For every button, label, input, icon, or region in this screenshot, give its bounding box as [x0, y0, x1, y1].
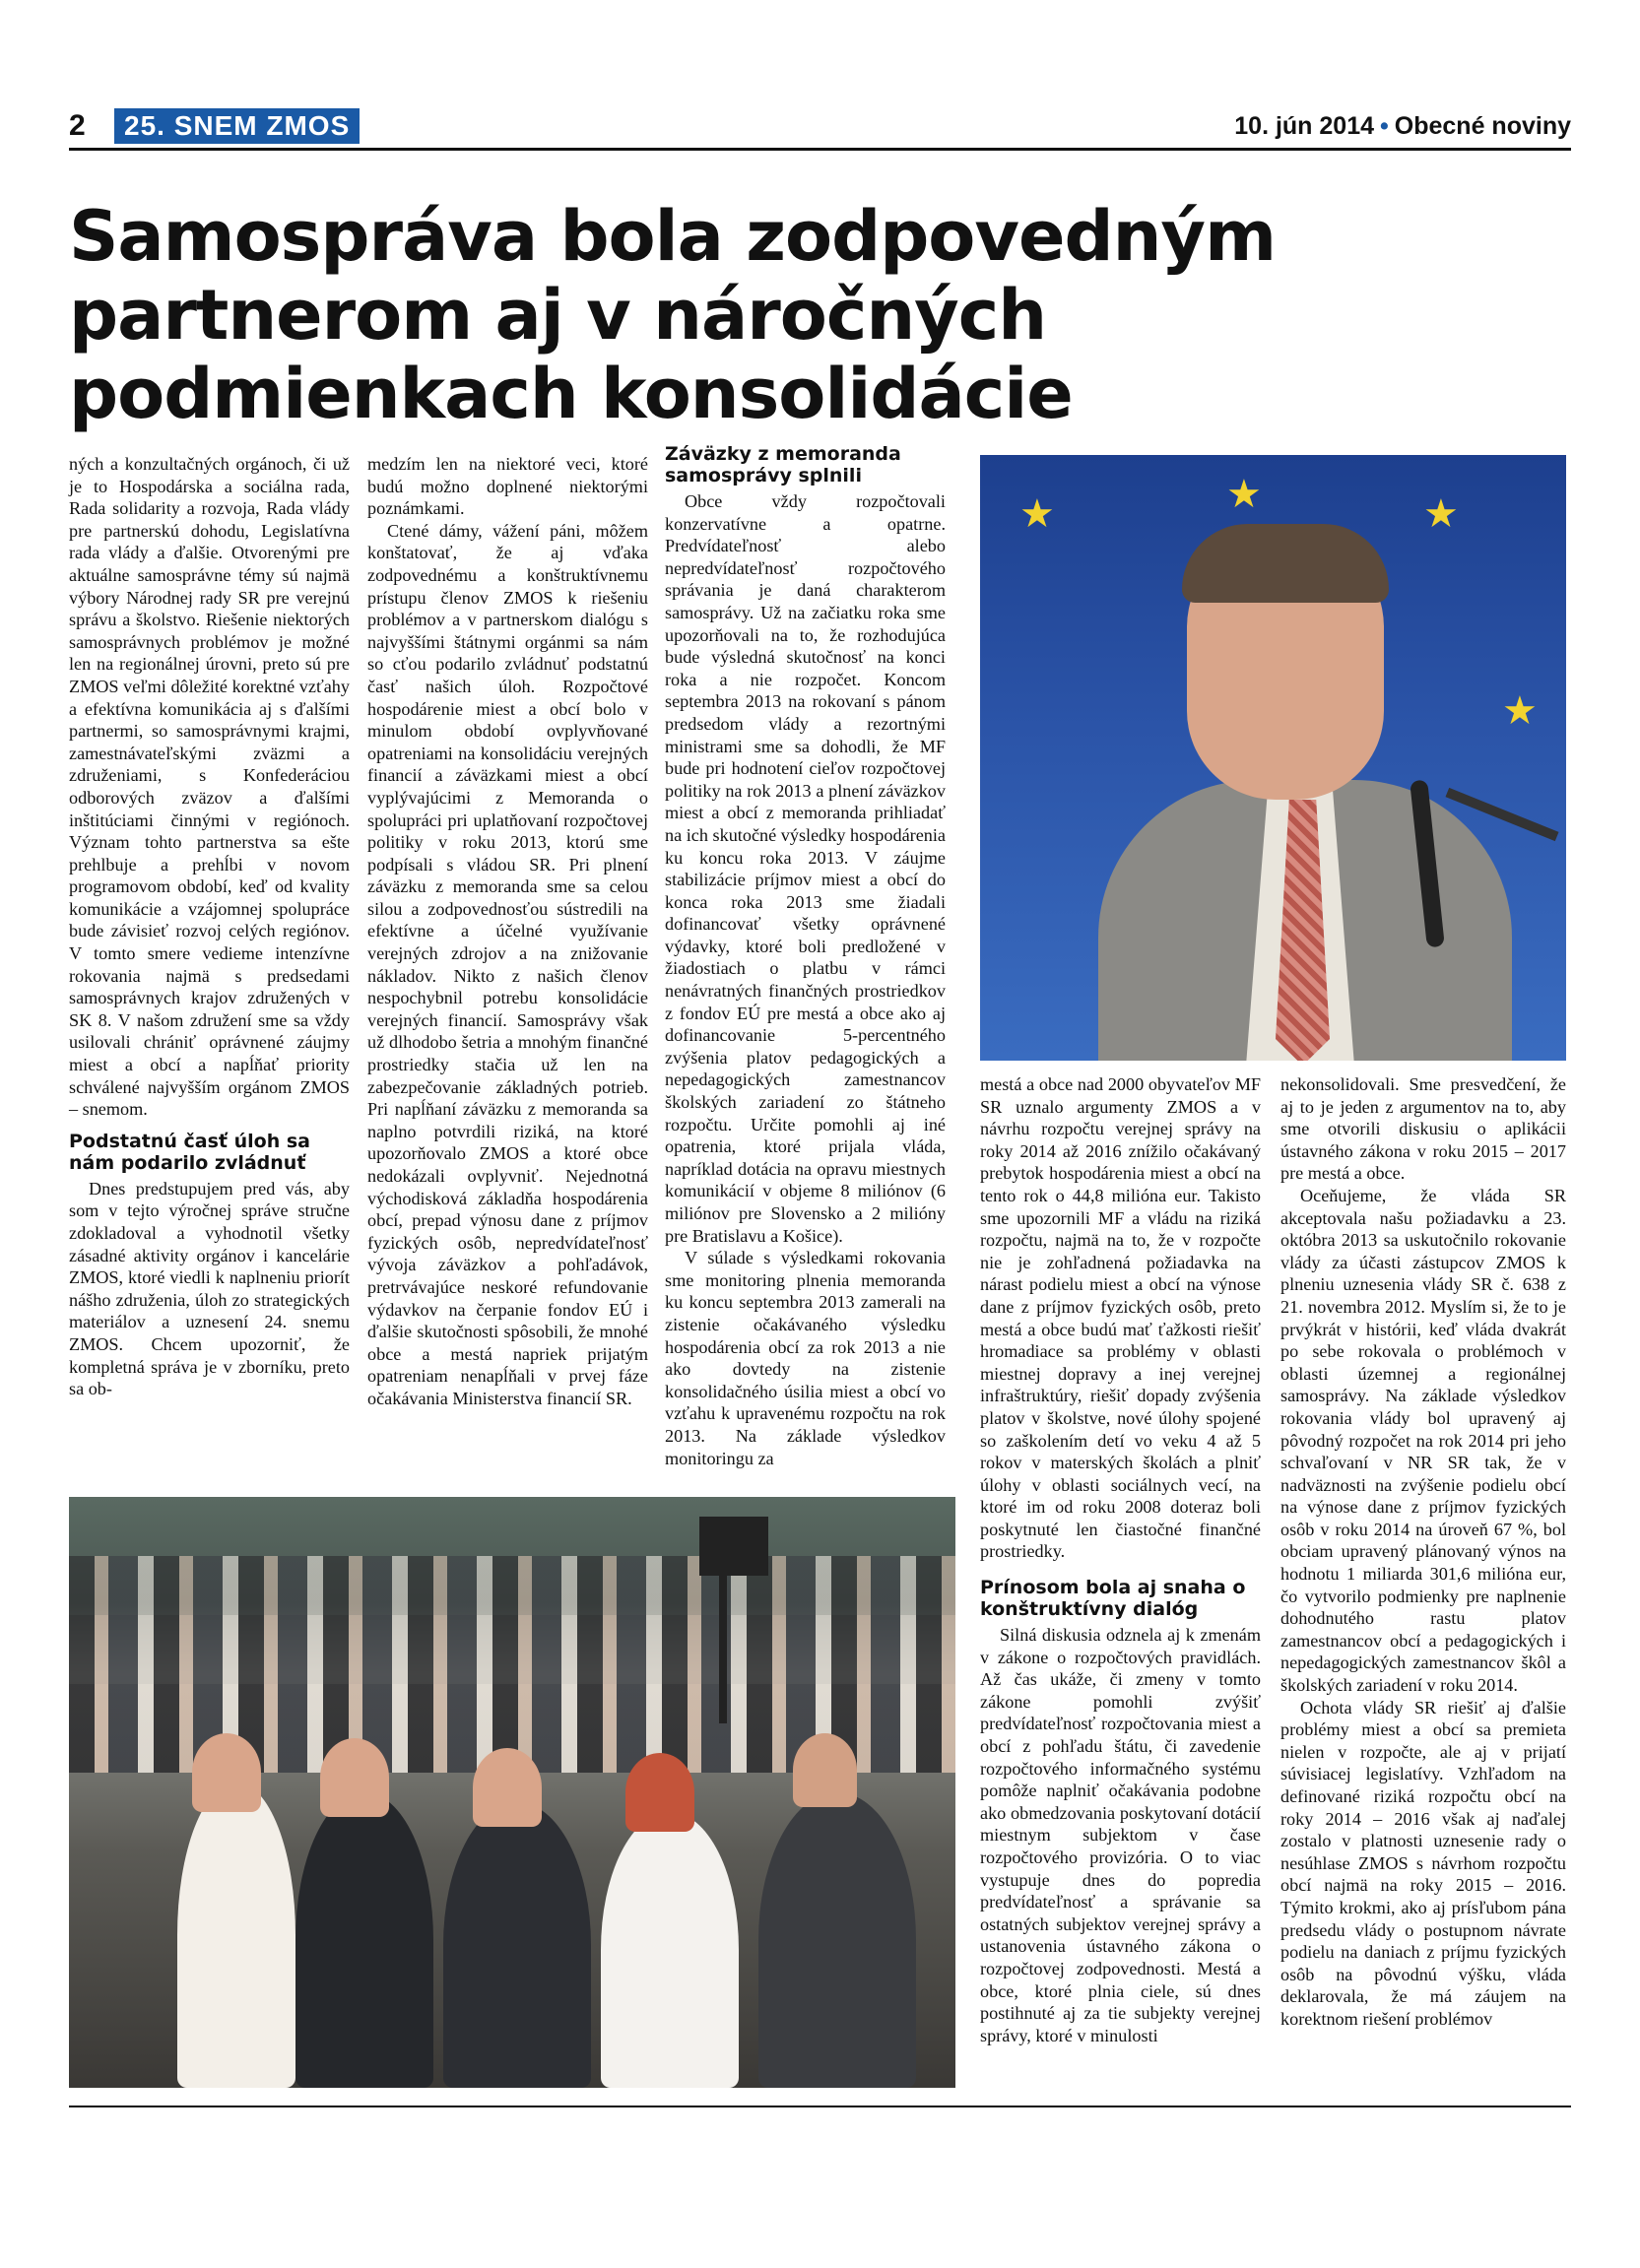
- seated-person-head: [473, 1748, 542, 1827]
- eu-star-icon: ★: [1019, 491, 1055, 536]
- seated-person-head: [192, 1733, 261, 1812]
- text-column-3: [665, 443, 946, 1469]
- text-column-5: [1280, 1073, 1566, 2031]
- speaker-photo: [980, 455, 1566, 1061]
- seated-person-head: [625, 1753, 694, 1832]
- issue-date: 10. jún 2014: [1234, 112, 1375, 140]
- paragraph: nekonsolidovali. Sme presvedčení, že aj to je jeden z argumentov na to, aby sme otvorili diskusiu o aplikácii ústavného zákona v roku 2015 – 2017 pre mestá a obce.: [1280, 1074, 1566, 1184]
- paragraph: medzím len na niektoré veci, ktoré budú možno doplnené niektorými poznámkami.: [367, 454, 648, 519]
- seated-person-head: [320, 1738, 389, 1817]
- paragraph: Obce vždy rozpočtovali konzervatívne a opatrne. Predvídateľnosť alebo nepredvídateľnosť rozpočtového správania je daná charakterom samosprávy. Už na začiatku roka sme upozorňovali na to, že rozhodujúca bude výsledná skutočnosť na konci roka a nie rozpočet. Koncom septembra 2013 na rokovaní s pánom predsedom vlády a rezortnými ministrami sme sa dohodli, že MF bude pri hodnotení cieľov rozpočtovej politiky na rok 2013 a plnení záväzkov miest a obcí z memoranda prihliadať na ich skutočné výsledky hospodárenia ku koncu roka 2013. V záujme stabilizácie príjmov miest a obcí do konca roka 2013 sme žiadali dofinancovať všetky oprávnené výdavky, ktoré boli predložené v žiadostiach o platbu v rámci nenávratných finančných prostriedkov z fondov EÚ pre mestá a obce ako aj dofinancovanie 5-percentného zvýšenia platov pedagogických a nepedagogických zamestnancov školských zariadení zo štátneho rozpočtu. Určite pomohli aj iné opatrenia, ktoré prijala vláda, napríklad dotácia na opravu miestnych komunikácií v objeme 8 miliónov (6 miliónov pre Slovensko a 2 milióny pre Bratislavu a Košice).: [665, 491, 946, 1246]
- crowd-row: [69, 1556, 955, 1615]
- paragraph: Dnes predstupujem pred vás, aby som v tejto výročnej správe stručne zdokladoval a vyhodnotil všetky zásadné aktivity orgánov i kancelárie ZMOS, ktoré viedli k naplneniu priorít nášho združenia, úloh zo strategických materiálov a uznesení 24. snemu ZMOS. Chcem upozorniť, že kompletná správa je v zborníku, preto sa ob-: [69, 1178, 350, 1399]
- seated-person: [177, 1782, 295, 2088]
- header-rule: [69, 148, 1571, 151]
- subheading: Prínosom bola aj snaha o konštruktívny dialóg: [980, 1577, 1246, 1621]
- eu-star-icon: ★: [1502, 688, 1538, 733]
- text-column-4: [980, 1073, 1261, 2046]
- seated-person: [601, 1812, 739, 2088]
- paragraph: V súlade s výsledkami rokovania sme monitoring plnenia memoranda ku koncu septembra 2013 zamerali na zistenie očakávaného výsledku hospodárenia obcí za rok 2013 a nie ako dovtedy na zistenie konsolidačného úsilia miest a obcí vo vzťahu k upravenému rozpočtu na rok 2013. Na základe výsledkov monitoringu za: [665, 1248, 946, 1468]
- separator-dot: •: [1380, 112, 1389, 140]
- footer-rule: [69, 2106, 1571, 2107]
- hair: [1182, 524, 1389, 603]
- paragraph: Silná diskusia odznela aj k zmenám v zákone o rozpočtových pravidlách. Až čas ukáže, či zmeny v tomto zákone pomohli zvýšiť predvídateľnosť rozpočtovania miest a obcí z pohľadu štátu, či zavedenie rozpočtového informačného systému pomôže naplniť očakávania podobne ako obmedzovania poskytovaní dotácií miestnym subjektom v čase rozpočtového provizória. O to viac vystupuje dnes do popredia predvídateľnosť a správanie sa ostatných subjektov verejnej správy a ustanovenia ústavného zákona o rozpočtovej zodpovednosti. Mestá a obce, ktoré plnia ciele, sú dnes postihnuté aj za tie subjekty verejnej správy, ktoré v minulosti: [980, 1625, 1261, 2045]
- text-column-1: [69, 453, 350, 1400]
- section-label: 25. SNEM ZMOS: [114, 108, 360, 144]
- seated-person-head: [793, 1733, 857, 1807]
- paragraph: Oceňujeme, že vláda SR akceptovala našu požiadavku a 23. októbra 2013 sa uskutočnilo rokovanie vlády za účasti zástupcov ZMOS k plneniu uznesenia vlády SR č. 638 z 21. novembra 2012. Myslím si, že to je prvýkrát v histórii, keď vláda dvakrát po sebe rokovala o problémoch v oblasti územnej a regionálnej samosprávy. Na základe výsledkov rokovania vlády bol upravený aj pôvodný rozpočet na rok 2014 pri jeho schvaľovaní v NR SR tak, že v nadväznosti na zvýšenie podielu obcí na výnose dane z príjmov fyzických osôb v roku 2014 na úroveň 67 %, bol obciam upravený plánovaný výnos na hodnotu 1 miliarda 301,6 milióna eur, čo vytvorilo podmienky pre naplnenie dohodnutého rastu platov zamestnancov obcí a pedagogických i nepedagogických zamestnancov škôl a školských zariadení v roku 2014.: [1280, 1185, 1566, 1696]
- camera-icon: [699, 1517, 768, 1576]
- page-header: [69, 106, 1571, 146]
- paragraph: mestá a obce nad 2000 obyvateľov MF SR uznalo argumenty ZMOS a v návrhu rozpočtu verejnej správy na roky 2014 až 2016 znížilo očakávaný prebytok hospodárenia miest a obcí na tento rok o 44,8 milióna eur. Takisto sme upozornili MF a vládu na riziká rozpočtu, najmä na to, že v rozpočte nie je zohľadnená požiadavka na nárast podielu miest a obcí na výnose dane z príjmov fyzických osôb, preto mestá a obce budú mať ťažkosti riešiť hromadiace sa problémy v oblasti miestnej dopravy a inej verejnej infraštruktúry, riešiť dopady zvýšenia platov v školstve, nové úlohy spojené so zaškolením detí vo veku 4 až 5 rokov v materských školách a plniť úlohy v oblasti sociálnych vecí, na ktoré im od roku 2008 doteraz boli poskytnuté len čiastočné finančné prostriedky.: [980, 1074, 1261, 1562]
- text-column-2: [367, 453, 648, 1410]
- paragraph: ných a konzultačných orgánoch, či už je to Hospodárska a sociálna rada, Rada solidarity a rozvoja, Rada vlády pre partnerskú dohodu, Legislatívna rada vlády a ďalšie. Otvorenými pre aktuálne samosprávne témy sú najmä výbory Národnej rady SR pre verejnú správu a školstvo. Riešenie niektorých samosprávnych problémov je možné len na regionálnej úrovni, preto sú pre ZMOS veľmi dôležité korektné vzťahy a efektívna komunikácia aj s ďalšími partnermi, so samosprávnymi krajmi, zamestnávateľskými zväzmi a združeniami, s Konfederáciou odborových zväzov a ďalšími inštitúciami činnými v regiónoch. Význam tohto partnerstva sa ešte prehlbuje a prehĺbi v novom programovom období, keď od kvality komunikácie a vzájomnej spolupráce bude závisieť rozvoj celých regiónov. V tomto smere vedieme intenzívne rokovania najmä s predsedami samosprávnych krajov združených v SK 8. V našom združení sme sa vždy usilovali chrániť oprávnené záujmy miest a obcí a napĺňať priority schválené najvyšším orgánom ZMOS – snemom.: [69, 454, 350, 1120]
- paragraph: Ctené dámy, vážení páni, môžem konštatovať, že aj vďaka zodpovednému a konštruktívnemu prístupu členov ZMOS k riešeniu problémov a v partnerskom dialógu s najvyššími štátnymi orgánmi sa nám so cťou podarilo zvládnuť podstatnú časť našich úloh. Rozpočtové hospodárenie miest a obcí bolo v minulom období ovplyvňované opatreniami na konsolidáciu verejných financií a záväzkami miest a obcí vyplývajúcimi z Memoranda o spolupráci pri uplatňovaní rozpočtovej politiky v roku 2013, ktorú sme podpísali s vládou SR. Pri plnení záväzku z memoranda sme sa celou silou a zodpovednosťou sústredili na efektívne a účelné využívanie verejných zdrojov a na znižovanie nákladov. Nikto z našich členov nespochybnil potrebu konsolidácie verejných financií. Samosprávy však už dlhodobo šetria a mnohým finančné prostriedky stačia už len na zabezpečovanie základných potrieb. Pri napĺňaní záväzku z memoranda sa naplno potvrdili riziká, na ktoré upozorňovalo ZMOS a ktoré obce nedokázali ovplyvniť. Nejednotná východisková základňa hospodárenia obcí, prepad výnosu dane z príjmov fyzických osôb, nepredvídateľnosť vývoja záväzkov a pohľadávok, pretrvávajúce neskoré refundovanie výdavkov na čerpanie fondov EÚ i ďalšie skutočnosti spôsobili, že mnohé obce a mestá napriek prijatým opatreniam nenapĺňali v prvej fáze očakávania Ministerstva financií SR.: [367, 520, 648, 1408]
- audience-photo: [69, 1497, 955, 2088]
- eu-star-icon: ★: [1226, 472, 1262, 516]
- seated-person: [758, 1792, 916, 2088]
- article-headline: Samospráva bola zodpovedným partnerom aj v náročných podmienkach konsolidácie: [69, 196, 1277, 434]
- publication-name: Obecné noviny: [1394, 112, 1571, 140]
- subheading: Podstatnú časť úloh sa nám podarilo zvládnuť: [69, 1130, 310, 1174]
- issue-info: [1234, 106, 1571, 146]
- camera-tripod: [719, 1576, 727, 1723]
- subheading: Záväzky z memoranda samosprávy splnili: [665, 443, 901, 486]
- page-number: 2: [69, 109, 86, 142]
- eu-star-icon: ★: [1423, 491, 1459, 536]
- seated-person: [295, 1792, 433, 2088]
- paragraph: Ochota vlády SR riešiť aj ďalšie problémy miest a obcí sa premieta nielen v rozpočte, ale aj v prijatí súvisiacej legislatívy. Vzhľadom na definované riziká rozpočtu obcí na roky 2014 – 2016 však aj naďalej zostalo v platnosti uznesenie rady o nesúhlase ZMOS s návrhom rozpočtu obcí najmä na roky 2015 – 2016. Týmito krokmi, ako aj prísľubom pána predsedu vlády o postupnom návrate podielu na daniach z príjmu fyzických osôb na pôvodnú výšku, vláda deklarovala, že má záujem na korektnom riešení problémov: [1280, 1697, 1566, 2029]
- crowd-row: [69, 1615, 955, 1684]
- seated-person: [443, 1802, 591, 2088]
